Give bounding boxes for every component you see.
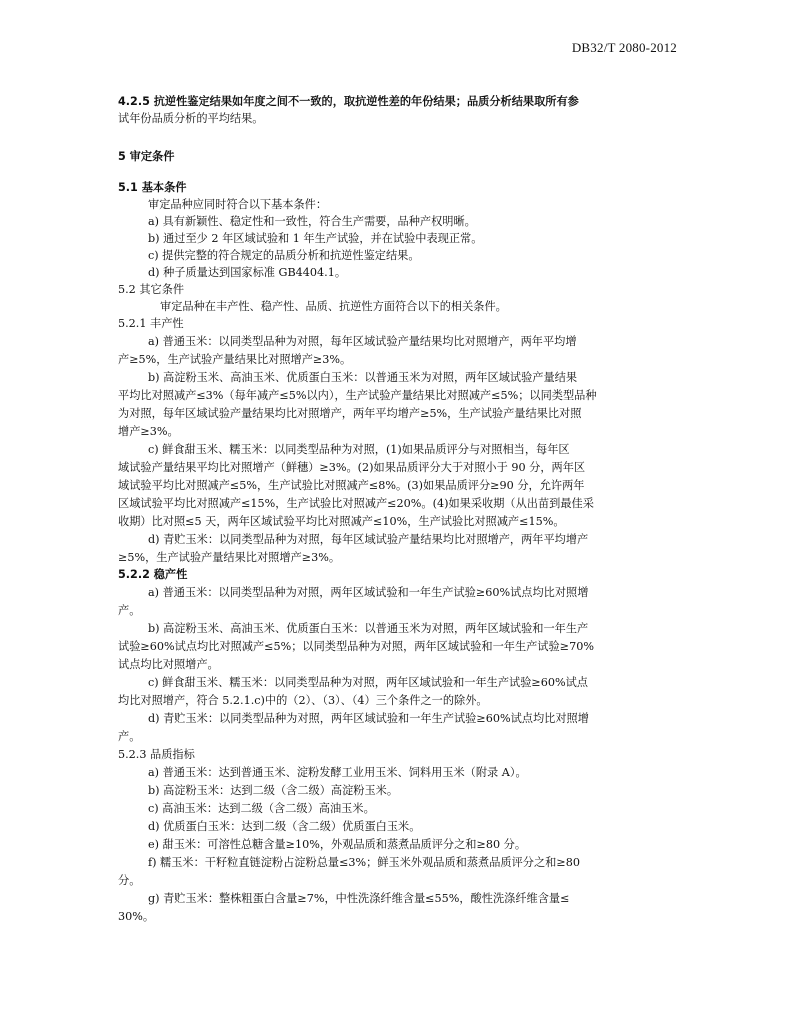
stability-item-b-line-1: b) 高淀粉玉米、高油玉米、优质蛋白玉米：以普通玉米为对照，两年区域试验和一年生产 [148,622,589,635]
yield-item-d-line-1: d) 青贮玉米：以同类型品种为对照，每年区域试验产量结果均比对照增产，两年平均增产 [148,533,589,546]
section-5-1-intro: 审定品种应同时符合以下基本条件： [148,198,328,211]
section-5-1-item-d: d) 种子质量达到国家标准 GB4404.1。 [148,266,347,279]
section-5-2-3-heading: 5.2.3 品质指标 [118,748,195,761]
yield-item-b-line-2: 平均比对照减产≤3%（每年减产≤5%以内），生产试验产量结果比对照减产≤5%；以同类型品种 [118,389,597,402]
section-5-1-heading: 5.1 基本条件 [118,181,187,194]
document-header-id: DB32/T 2080-2012 [571,40,677,55]
yield-item-a-line-2: 产≥5%，生产试验产量结果比对照增产≥3%。 [118,353,352,366]
clause-4-2-5-line-1: 4.2.5 抗逆性鉴定结果如年度之间不一致的，取抗逆性差的年份结果；品质分析结果取所有参 [118,95,579,108]
section-5-1-item-c: c) 提供完整的符合规定的品质分析和抗逆性鉴定结果。 [148,249,420,262]
section-5-1-item-b: b) 通过至少 2 年区域试验和 1 年生产试验，并在试验中表现正常。 [148,232,483,245]
section-5-heading: 5 审定条件 [118,150,175,163]
stability-item-b-line-3: 试点均比对照增产。 [118,658,219,671]
stability-item-a-line-1: a) 普通玉米：以同类型品种为对照，两年区域试验和一年生产试验≥60%试点均比对照增 [148,586,589,599]
section-5-2-1-heading: 5.2.1 丰产性 [118,317,184,330]
quality-item-b: b) 高淀粉玉米：达到二级（含二级）高淀粉玉米。 [148,784,399,797]
stability-item-a-line-2: 产。 [118,604,141,617]
yield-item-c-line-1: c) 鲜食甜玉米、糯玉米：以同类型品种为对照，(1)如果品质评分与对照相当，每年区 [148,443,570,456]
yield-item-c-line-2: 域试验产量结果平均比对照增产（鲜穗）≥3%。(2)如果品质评分大于对照小于 90 分，两年区 [118,461,586,474]
section-5-2-intro: 审定品种在丰产性、稳产性、品质、抗逆性方面符合以下的相关条件。 [160,300,507,313]
clause-4-2-5-line-2: 试年份品质分析的平均结果。 [118,112,264,125]
quality-item-g-line-1: g) 青贮玉米：整株粗蛋白含量≥7%，中性洗涤纤维含量≤55%，酸性洗涤纤维含量≤ [148,892,570,905]
yield-item-a-line-1: a) 普通玉米：以同类型品种为对照，每年区域试验产量结果均比对照增产，两年平均增 [148,335,577,348]
yield-item-b-line-1: b) 高淀粉玉米、高油玉米、优质蛋白玉米：以普通玉米为对照，两年区域试验产量结果 [148,371,578,384]
quality-item-a: a) 普通玉米：达到普通玉米、淀粉发酵工业用玉米、饲料用玉米（附录 A）。 [148,766,527,779]
yield-item-c-line-5: 收期）比对照≤5 天，两年区域试验平均比对照减产≤10%，生产试验比对照减产≤15%。 [118,515,565,528]
section-5-1-item-a: a) 具有新颖性、稳定性和一致性，符合生产需要，品种产权明晰。 [148,215,476,228]
stability-item-d-line-1: d) 青贮玉米：以同类型品种为对照，两年区域试验和一年生产试验≥60%试点均比对照增 [148,712,589,725]
quality-item-g-line-2: 30%。 [118,910,155,923]
section-5-2-2-heading: 5.2.2 稳产性 [118,568,188,581]
yield-item-d-line-2: ≥5%，生产试验产量结果比对照增产≥3%。 [118,551,341,564]
quality-item-f-line-1: f) 糯玉米：干籽粒直链淀粉占淀粉总量≤3%；鲜玉米外观品质和蒸煮品质评分之和≥80 [148,856,580,869]
yield-item-b-line-3: 为对照，每年区域试验产量结果均比对照增产，两年平均增产≥5%，生产试验产量结果比对照 [118,407,582,420]
yield-item-c-line-3: 域试验平均比对照减产≤5%，生产试验比对照减产≤8%。(3)如果品质评分≥90 分，允许两年 [118,479,585,492]
quality-item-f-line-2: 分。 [118,874,141,887]
yield-item-b-line-4: 增产≥3%。 [118,425,179,438]
stability-item-d-line-2: 产。 [118,730,141,743]
stability-item-c-line-2: 均比对照增产，符合 5.2.1.c)中的（2）、（3）、（4）三个条件之一的除外。 [118,694,488,707]
section-5-2-heading: 5.2 其它条件 [118,283,185,296]
quality-item-d: d) 优质蛋白玉米：达到二级（含二级）优质蛋白玉米。 [148,820,421,833]
quality-item-c: c) 高油玉米：达到二级（含二级）高油玉米。 [148,802,375,815]
stability-item-c-line-1: c) 鲜食甜玉米、糯玉米：以同类型品种为对照，两年区域试验和一年生产试验≥60%试点 [148,676,588,689]
stability-item-b-line-2: 试验≥60%试点均比对照减产≤5%；以同类型品种为对照，两年区域试验和一年生产试验≥70% [118,640,594,653]
quality-item-e: e) 甜玉米：可溶性总糖含量≥10%，外观品质和蒸煮品质评分之和≥80 分。 [148,838,527,851]
yield-item-c-line-4: 区域试验平均比对照减产≤15%，生产试验比对照减产≤20%。(4)如果采收期（从出苗到最佳采 [118,497,594,510]
